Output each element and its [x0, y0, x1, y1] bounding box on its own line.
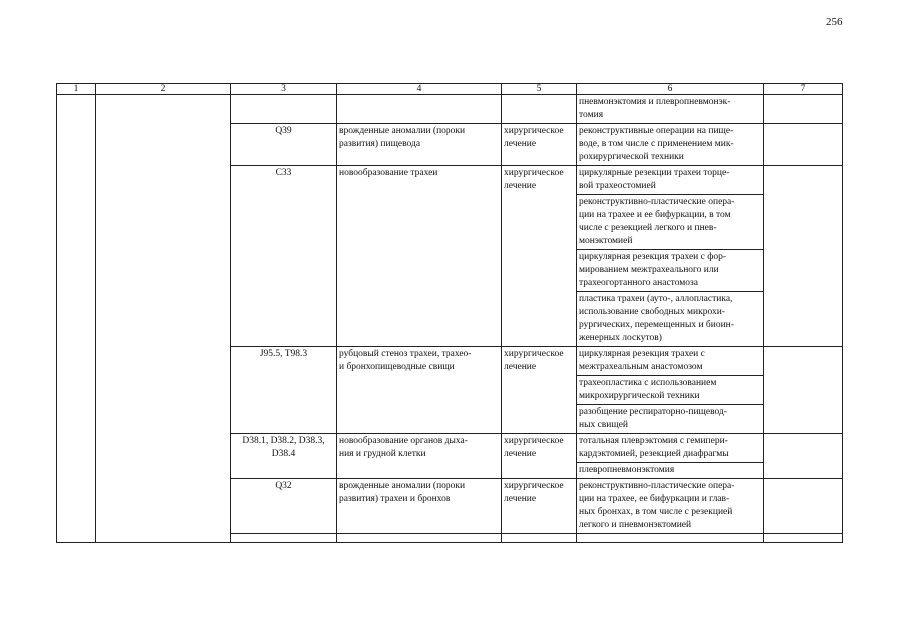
col7-cell [764, 434, 843, 479]
treatment-cell: хирургическое лечение [502, 166, 577, 347]
code-cell: Q32 [231, 479, 337, 534]
page-number: 256 [826, 16, 843, 28]
method-cell: реконструктивные операции на пище- воде, в том числе с применением мик- рохирургической техники [577, 124, 764, 166]
col7-cell [764, 479, 843, 534]
disease-cell: новообразование органов дыха- ния и грудной клетки [337, 434, 502, 479]
method-cell: трахеопластика с использованием микрохирургической техники [577, 376, 764, 405]
code-cell [231, 534, 337, 543]
code-cell [231, 95, 337, 124]
col7-cell [764, 166, 843, 347]
disease-cell: рубцовый стеноз трахеи, трахео- и бронхопищеводные свищи [337, 347, 502, 434]
code-cell: J95.5, T98.3 [231, 347, 337, 434]
method-cell: циркулярные резекции трахеи торце- вой трахеостомией [577, 166, 764, 195]
col7-cell [764, 347, 843, 434]
method-cell: пневмонэктомия и плевропневмонэк- томия [577, 95, 764, 124]
disease-cell: врожденные аномалии (пороки развития) пищевода [337, 124, 502, 166]
disease-cell: врожденные аномалии (пороки развития) трахеи и бронхов [337, 479, 502, 534]
code-cell: Q39 [231, 124, 337, 166]
treatment-cell [502, 95, 577, 124]
disease-cell [337, 534, 502, 543]
column-number-5: 5 [502, 84, 577, 95]
treatment-cell [502, 534, 577, 543]
col7-cell [764, 534, 843, 543]
code-cell: C33 [231, 166, 337, 347]
column-number-4: 4 [337, 84, 502, 95]
method-cell: циркулярная резекция трахеи с фор- мированием межтрахеального или трахеогортанного анастомоза [577, 250, 764, 292]
method-cell: плевропневмонэктомия [577, 463, 764, 479]
col1-cell [57, 95, 96, 543]
column-number-1: 1 [57, 84, 96, 95]
code-cell: D38.1, D38.2, D38.3, D38.4 [231, 434, 337, 479]
column-number-7: 7 [764, 84, 843, 95]
col2-cell [96, 95, 231, 543]
treatment-cell: хирургическое лечение [502, 479, 577, 534]
column-number-2: 2 [96, 84, 231, 95]
method-cell: тотальная плеврэктомия с гемипери- кардэктомией, резекцией диафрагмы [577, 434, 764, 463]
header-row [57, 84, 843, 95]
method-cell: реконструктивно-пластические опера- ции на трахее и ее бифуркации, в том числе с резекцией легкого и пнев- монэктомией [577, 195, 764, 250]
table-body [57, 95, 843, 543]
col7-cell [764, 95, 843, 124]
column-number-3: 3 [231, 84, 337, 95]
table-row [57, 95, 843, 124]
method-cell [577, 534, 764, 543]
procedures-table [56, 83, 843, 543]
method-cell: разобщение респираторно-пищевод- ных свищей [577, 405, 764, 434]
disease-cell: новообразование трахеи [337, 166, 502, 347]
method-cell: циркулярная резекция трахеи с межтрахеальным анастомозом [577, 347, 764, 376]
col7-cell [764, 124, 843, 166]
treatment-cell: хирургическое лечение [502, 124, 577, 166]
method-cell: пластика трахеи (ауто-, аллопластика, использование свободных микрохи- рургических, перемещенных и биоин- женерных лоскутов) [577, 292, 764, 347]
column-number-6: 6 [577, 84, 764, 95]
treatment-cell: хирургическое лечение [502, 434, 577, 479]
disease-cell [337, 95, 502, 124]
treatment-cell: хирургическое лечение [502, 347, 577, 434]
method-cell: реконструктивно-пластические опера- ции на трахее, ее бифуркации и глав- ных бронхах, в том числе с резекцией легкого и пневмонэктомией [577, 479, 764, 534]
